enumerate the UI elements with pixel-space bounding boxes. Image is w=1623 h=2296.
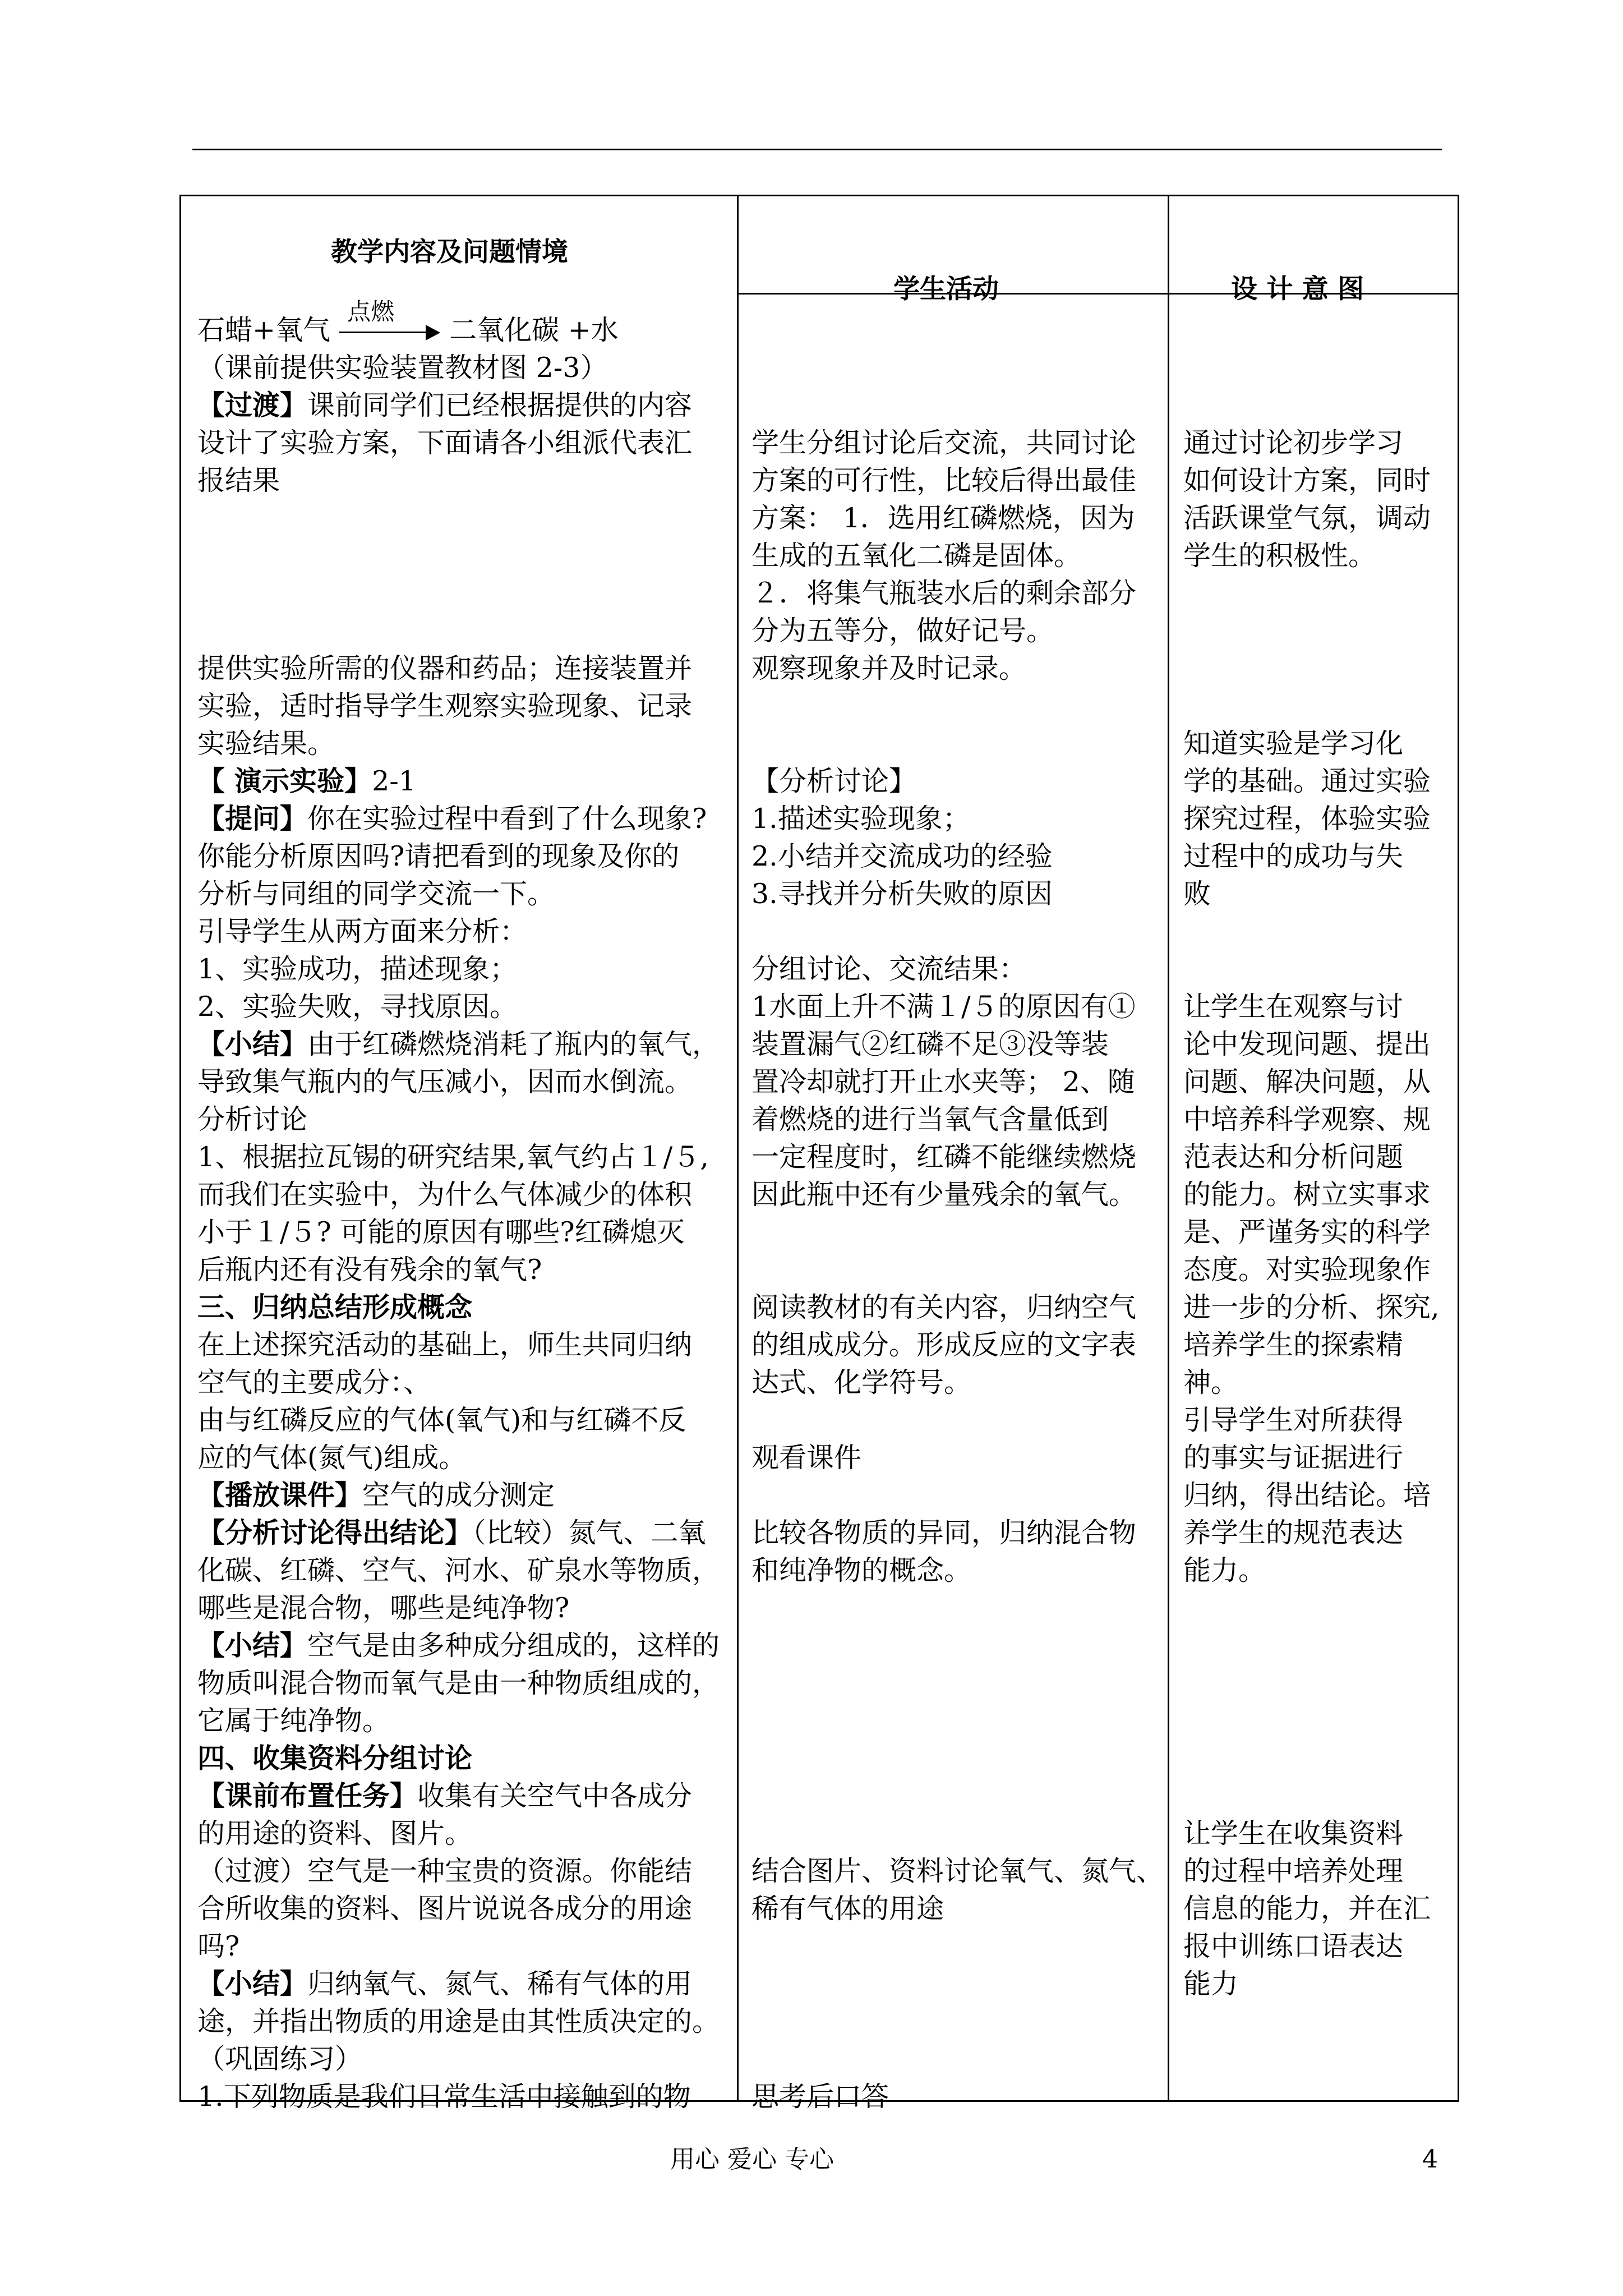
student-line: 思考后口答 [751,2081,889,2113]
design-line: 的事实与证据进行 [1183,1442,1404,1474]
student-line: 结合图片、资料讨论氧气、氮气、 [751,1855,1164,1887]
design-line: 养学生的规范表达 [1183,1517,1404,1549]
content-line: 分析与同组的同学交流一下。 [197,878,555,910]
student-line: 装置漏气②红磷不足③没等装 [751,1028,1109,1060]
section-marker: 【小结】 [197,1028,308,1060]
content-line: 物质叫混合物而氧气是由一种物质组成的， [197,1667,720,1699]
student-line: 置冷却就打开止水夹等； 2、随 [751,1066,1135,1098]
content-line: 合所收集的资料、图片说说各成分的用途 [197,1893,693,1925]
section-marker: 【 演示实验】 [197,765,372,797]
content-line: 【提问】你在实验过程中看到了什么现象? [197,803,707,835]
student-line: 阅读教材的有关内容，归纳空气 [751,1291,1137,1323]
design-line: 让学生在观察与讨 [1183,991,1404,1023]
footer-motto: 用心 爱心 专心 [670,2145,834,2174]
student-line: 3.寻找并分析失败的原因 [751,878,1053,910]
content-line: 2、实验失败，寻找原因。 [197,991,518,1023]
content-line: 三、归纳总结形成概念 [197,1291,473,1323]
content-line: 导致集气瓶内的气压减小，因而水倒流。 [197,1066,693,1098]
student-line: 一定程度时，红磷不能继续燃烧 [751,1141,1137,1173]
student-line: 方案的可行性，比较后得出最佳 [751,464,1137,496]
content-line: 1.下列物质是我们日常生活中接触到的物 [197,2081,691,2113]
design-line: 败 [1183,878,1211,910]
content-line: 在上述探究活动的基础上，师生共同归纳 [197,1329,693,1361]
student-line: 【分析讨论】 [751,765,917,797]
design-line: 的过程中培养处理 [1183,1855,1404,1887]
student-line: 着燃烧的进行当氧气含量低到 [751,1103,1109,1135]
content-line: 【分析讨论得出结论】（比较）氮气、二氧 [197,1517,706,1549]
student-spacer [751,1476,1161,1514]
student-spacer [751,349,1161,386]
design-line: 问题、解决问题，从 [1183,1066,1431,1098]
content-line: 吗? [197,1930,240,1962]
content-line: （过渡）空气是一种宝贵的资源。你能结 [197,1855,693,1887]
student-spacer [751,1965,1161,2003]
content-line: 设计了实验方案，下面请各小组派代表汇 [197,427,693,459]
design-line: 让学生在收集资料 [1183,1818,1404,1849]
header-design-intent: 设 计 意 图 [1231,274,1364,305]
student-spacer [751,1815,1161,1852]
student-line: ２．将集气瓶装水后的剩余部分 [751,577,1137,609]
student-line: 1.描述实验现象； [751,803,970,835]
design-intent-column [1183,349,1453,2003]
content-line: 【课前布置任务】收集有关空气中各成分 [197,1780,693,1812]
design-line: 如何设计方案，同时 [1183,464,1431,496]
student-spacer [751,725,1161,762]
column-divider-2 [1168,195,1169,2102]
header-student-activity: 学生活动 [893,274,999,305]
design-spacer [1183,386,1453,424]
design-line: 中培养科学观察、规 [1183,1103,1431,1135]
design-spacer [1183,1664,1453,1702]
student-line: 稀有气体的用途 [751,1893,944,1925]
equation-reactants: 石蜡+氧气 [197,314,331,346]
design-line: 学生的积极性。 [1183,540,1376,572]
content-line: 实验结果。 [197,728,335,760]
equation-products: 二氧化碳 +水 [449,314,619,346]
section-marker: 【小结】 [197,1968,308,2000]
student-spacer [751,2003,1161,2040]
design-spacer [1183,1589,1453,1627]
section-marker: 【课前布置任务】 [197,1780,418,1812]
design-spacer [1183,1702,1453,1740]
content-line: 由与红磷反应的气体(氧气)和与红磷不反 [197,1404,686,1436]
student-line: 方案： 1．选用红磷燃烧，因为 [751,502,1135,534]
content-line: 实验，适时指导学生观察实验现象、记录 [197,690,693,722]
design-line: 引导学生对所获得 [1183,1404,1404,1436]
section-marker: 【分析讨论得出结论】 [197,1517,473,1549]
student-spacer [751,1702,1161,1740]
design-line: 信息的能力，并在汇 [1183,1893,1431,1925]
content-line: 途，并指出物质的用途是由其性质决定的。 [197,2005,720,2037]
header-teaching-content: 教学内容及问题情境 [331,237,568,268]
student-spacer [751,1927,1161,1965]
design-line: 知道实验是学习化 [1183,728,1404,760]
section-marker: 【播放课件】 [197,1479,363,1511]
student-line: 和纯净物的概念。 [751,1554,972,1586]
student-spacer [751,1251,1161,1289]
content-line: 引导学生从两方面来分析： [197,915,528,947]
content-line: 【小结】由于红磷燃烧消耗了瓶内的氧气， [197,1028,720,1060]
design-spacer [1183,612,1453,650]
content-line: （巩固练习） [197,2043,363,2075]
content-line: 化碳、红磷、空气、河水、矿泉水等物质， [197,1554,720,1586]
design-spacer [1183,950,1453,988]
content-line: （课前提供实验装置教材图 2-3） [197,352,608,384]
content-line: 空气的主要成分：、 [197,1366,431,1398]
design-line: 过程中的成功与失 [1183,840,1404,872]
student-line: 学生分组讨论后交流，共同讨论 [751,427,1137,459]
student-line: 分为五等分，做好记号。 [751,615,1054,647]
student-spacer [751,386,1161,424]
content-line: 后瓶内还有没有残余的氧气? [197,1254,542,1286]
design-line: 培养学生的探索精 [1183,1329,1404,1361]
student-spacer [751,1589,1161,1627]
design-line: 报中训练口语表达 [1183,1930,1404,1962]
reaction-condition: 点燃 [347,297,395,325]
design-line: 论中发现问题、提出 [1183,1028,1431,1060]
design-line: 归纳，得出结论。培 [1183,1479,1431,1511]
design-spacer [1183,1627,1453,1664]
design-line: 能力。 [1183,1554,1266,1586]
reaction-arrow [339,297,440,344]
column-divider-1 [737,195,739,2102]
design-line: 探究过程，体验实验 [1183,803,1431,835]
section-marker: 【过渡】 [197,389,308,421]
header-rule [192,149,1442,150]
student-line: 分组讨论、交流结果： [751,953,1027,985]
content-line: 的用途的资料、图片。 [197,1818,473,1849]
reaction-equation [197,297,730,349]
student-line: 生成的五氧化二磷是固体。 [751,540,1082,572]
content-line: 【小结】空气是由多种成分组成的，这样的 [197,1630,720,1662]
design-line: 态度。对实验现象作 [1183,1254,1431,1286]
student-spacer [751,913,1161,950]
student-line: 达式、化学符号。 [751,1366,972,1398]
student-spacer [751,1664,1161,1702]
content-spacer [197,537,730,574]
content-line: 【 演示实验】2-1 [197,765,416,797]
design-line: 范表达和分析问题 [1183,1141,1404,1173]
student-spacer [751,1777,1161,1815]
content-line: 而我们在实验中，为什么气体减少的体积 [197,1179,693,1211]
teaching-content-column [197,297,730,2115]
design-spacer [1183,574,1453,612]
student-line: 比较各物质的异同，归纳混合物 [751,1517,1137,1549]
design-line: 学的基础。通过实验 [1183,765,1431,797]
content-line: 应的气体(氮气)组成。 [197,1442,467,1474]
student-line: 2.小结并交流成功的经验 [751,840,1053,872]
student-line: 观看课件 [751,1442,862,1474]
student-spacer [751,687,1161,725]
student-spacer [751,1401,1161,1439]
design-spacer [1183,349,1453,386]
student-spacer [751,1213,1161,1251]
content-line: 它属于纯净物。 [197,1705,390,1737]
design-spacer [1183,1740,1453,1777]
student-line: 观察现象并及时记录。 [751,652,1027,684]
student-line: 1水面上升不满１/５的原因有① [751,991,1136,1023]
student-spacer [751,1627,1161,1664]
student-spacer [751,1740,1161,1777]
design-spacer [1183,1777,1453,1815]
student-line: 的组成成分。形成反应的文字表 [751,1329,1137,1361]
design-spacer [1183,913,1453,950]
design-line: 是、严谨务实的科学 [1183,1216,1431,1248]
design-line: 通过讨论初步学习 [1183,427,1404,459]
content-spacer [197,574,730,612]
design-spacer [1183,687,1453,725]
student-spacer [751,2040,1161,2078]
design-line: 进一步的分析、探究, [1183,1291,1440,1323]
page-number: 4 [1422,2145,1438,2174]
content-line: 【小结】归纳氧气、氮气、稀有气体的用 [197,1968,693,2000]
design-line: 神。 [1183,1366,1239,1398]
content-line: 报结果 [197,464,280,496]
content-line: 小于１/５? 可能的原因有哪些?红磷熄灭 [197,1216,685,1248]
content-line: 哪些是混合物，哪些是纯净物? [197,1592,570,1624]
design-line: 的能力。树立实事求 [1183,1179,1431,1211]
design-line: 活跃课堂气氛，调动 [1183,502,1431,534]
content-line: 【播放课件】空气的成分测定 [197,1479,555,1511]
content-line: 1、根据拉瓦锡的研究结果,氧气约占１/５, [197,1141,709,1173]
design-spacer [1183,650,1453,687]
content-line: 【过渡】课前同学们已经根据提供的内容 [197,389,693,421]
content-spacer [197,612,730,650]
design-line: 能力 [1183,1968,1239,2000]
student-line: 因此瓶中还有少量残余的氧气。 [751,1179,1137,1211]
content-line: 你能分析原因吗?请把看到的现象及你的 [197,840,680,872]
content-line: 提供实验所需的仪器和药品；连接装置并 [197,652,693,684]
content-line: 分析讨论 [197,1103,308,1135]
content-line: 四、收集资料分组讨论 [197,1742,473,1774]
section-marker: 【小结】 [197,1630,308,1662]
content-spacer [197,499,730,537]
section-marker: 【提问】 [197,803,308,835]
student-activity-column [751,349,1164,2115]
content-line: 1、实验成功，描述现象； [197,953,518,985]
